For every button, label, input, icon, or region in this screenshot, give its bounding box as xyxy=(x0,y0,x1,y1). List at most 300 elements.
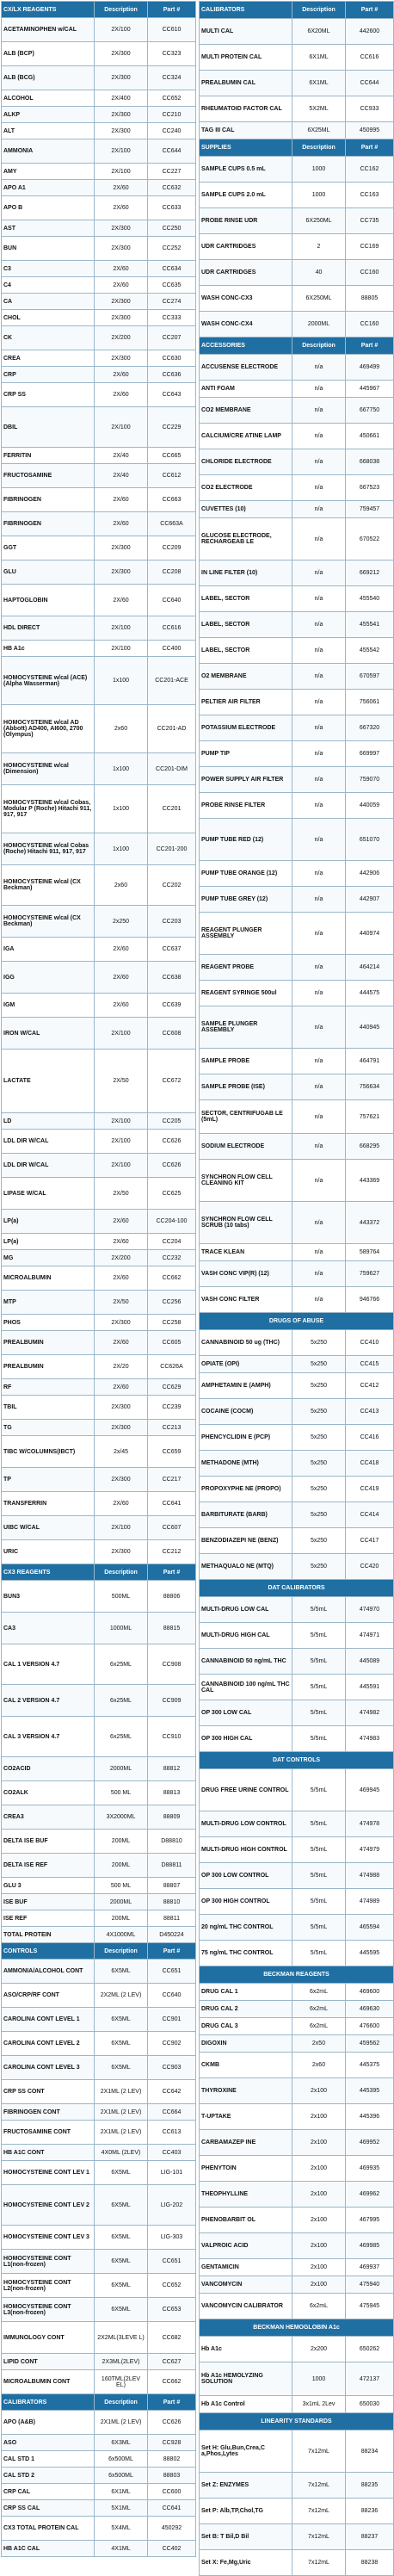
part-number: CC256 xyxy=(148,1291,196,1315)
product-name: HB A1C CONT xyxy=(2,2145,95,2161)
part-number: 445375 xyxy=(346,2053,394,2078)
table-row xyxy=(200,2259,394,2276)
table-row xyxy=(2,1355,196,1379)
product-description: 5/5mL xyxy=(292,1623,346,1649)
part-number: CC627 xyxy=(148,2354,196,2370)
product-description: n/a xyxy=(292,715,346,741)
table-row xyxy=(2,1894,196,1910)
part-number: CC909 xyxy=(148,1685,196,1717)
product-name: HOMOCYSTEINE CONT LEV 2 xyxy=(2,2185,95,2226)
product-description: 2X/100 xyxy=(95,641,148,657)
product-name: TRANSFERRIN xyxy=(2,1492,95,1516)
table-row xyxy=(200,183,394,208)
part-number: 442906 xyxy=(346,861,394,887)
product-description: 2X/100 xyxy=(95,18,148,42)
product-name: DELTA ISE REF xyxy=(2,1854,95,1878)
part-number: CC209 xyxy=(148,536,196,560)
product-description: n/a xyxy=(292,664,346,690)
table-row xyxy=(200,2035,394,2053)
product-description: 5x250 xyxy=(292,1373,346,1399)
product-description: 5x250 xyxy=(292,1554,346,1580)
table-row xyxy=(200,638,394,664)
product-name: CAL 3 VERSION 4.7 xyxy=(2,1717,95,1757)
product-description: 6x2mL xyxy=(292,2018,346,2035)
product-description: 2X/50 xyxy=(95,1291,148,1315)
product-name: SAMPLE PLUNGER ASSEMBLY xyxy=(200,1006,292,1049)
product-name: HOMOCYSTEINE CONT L3(non-frozen) xyxy=(2,2298,95,2322)
product-description: 2X/200 xyxy=(95,1250,148,1266)
part-number: CC634 xyxy=(148,261,196,277)
product-name: TG xyxy=(2,1420,95,1436)
part-number: 474989 xyxy=(346,1889,394,1915)
product-description: 5x250 xyxy=(292,1502,346,1528)
part-number: CC252 xyxy=(148,237,196,261)
product-name: ACCUSENSE ELECTRODE xyxy=(200,355,292,381)
product-name: SAMPLE CUPS 0.5 mL xyxy=(200,157,292,183)
table-row xyxy=(200,1330,394,1356)
part-number: 445396 xyxy=(346,2104,394,2130)
part-number: 88234 xyxy=(346,2430,394,2473)
column-header-description: Description xyxy=(292,139,346,157)
product-description: 6X5ML xyxy=(95,2032,148,2056)
product-description: 4X0ML (2LEV) xyxy=(95,2145,148,2161)
product-description: 6X5ML xyxy=(95,2008,148,2032)
product-description: 1x100 xyxy=(95,785,148,833)
table-row xyxy=(2,18,196,42)
product-description: 6X5ML xyxy=(95,1960,148,1984)
part-number: CC610 xyxy=(148,18,196,42)
product-description: 5x250 xyxy=(292,1477,346,1502)
part-number: 474988 xyxy=(346,1863,394,1889)
product-description: 5x250 xyxy=(292,1528,346,1554)
part-number: CC644 xyxy=(148,139,196,164)
table-row xyxy=(2,1984,196,2008)
product-description: 2X/300 xyxy=(95,1420,148,1436)
product-description: 2X/100 xyxy=(95,407,148,448)
product-name: AMY xyxy=(2,164,95,180)
part-number: 455541 xyxy=(346,612,394,638)
product-name: Set Z: ENZYMES xyxy=(200,2473,292,2499)
table-row xyxy=(200,1100,394,1134)
product-description: 2X/20 xyxy=(95,1355,148,1379)
part-number: 445395 xyxy=(346,2078,394,2104)
part-number: 88803 xyxy=(148,2468,196,2484)
part-number: 88807 xyxy=(148,1878,196,1894)
product-description: 200ML xyxy=(95,1854,148,1878)
product-description: 2X/200 xyxy=(95,326,148,350)
product-description: 2X/60 xyxy=(95,1210,148,1234)
part-number: CC625 xyxy=(148,1178,196,1210)
part-number: 474970 xyxy=(346,1597,394,1623)
table-row xyxy=(2,938,196,962)
product-description: 6x2mL xyxy=(292,1984,346,2001)
section-title: ACCESSORIES xyxy=(200,337,292,355)
product-name: PROBE RINSE UDR xyxy=(200,208,292,234)
product-name: PHENYTOIN xyxy=(200,2156,292,2182)
table-row xyxy=(2,488,196,512)
table-row xyxy=(200,2294,394,2319)
part-number: CC163 xyxy=(346,183,394,208)
product-name: UDR CARTRIDGES xyxy=(200,260,292,286)
table-row xyxy=(2,1379,196,1396)
table-row xyxy=(2,906,196,938)
product-description: n/a xyxy=(292,887,346,913)
table-row xyxy=(200,793,394,819)
part-number: 469985 xyxy=(346,2233,394,2259)
product-description: 5x250 xyxy=(292,1330,346,1356)
product-name: CUVETTES (10) xyxy=(200,501,292,518)
part-number: 445089 xyxy=(346,1649,394,1675)
product-name: CRP SS xyxy=(2,383,95,407)
product-name: BUN3 xyxy=(2,1581,95,1613)
product-name: TP xyxy=(2,1468,95,1492)
part-number: 759457 xyxy=(346,501,394,518)
product-description: 40 xyxy=(292,260,346,286)
table-row xyxy=(2,962,196,994)
part-number: CC632 xyxy=(148,180,196,196)
part-number: CC629 xyxy=(148,1379,196,1396)
table-row xyxy=(2,1210,196,1234)
part-number: 459562 xyxy=(346,2035,394,2053)
table-row xyxy=(200,1837,394,1863)
product-name: O2 MEMBRANE xyxy=(200,664,292,690)
product-name: FIBRINOGEN xyxy=(2,488,95,512)
part-number: CC933 xyxy=(346,96,394,122)
product-name: HOMOCYSTEINE w/cal (CX Beckman) xyxy=(2,865,95,906)
product-description: 2X/60 xyxy=(95,585,148,616)
product-description: 2x100 xyxy=(292,2078,346,2104)
part-number: 464214 xyxy=(346,955,394,981)
table-row xyxy=(200,19,394,45)
product-description: 5/5mL xyxy=(292,1889,346,1915)
product-name: LABEL, SECTOR xyxy=(200,612,292,638)
product-name: CREA3 xyxy=(2,1805,95,1830)
part-number: CC653 xyxy=(148,2298,196,2322)
product-description: 5/5mL xyxy=(292,1915,346,1941)
table-row xyxy=(2,2298,196,2322)
table-row xyxy=(2,407,196,448)
part-number: CC204-100 xyxy=(148,1210,196,1234)
product-name: CANNABINOID 50 ug (THC) xyxy=(200,1330,292,1356)
product-name: LP(a) xyxy=(2,1234,95,1250)
column-header-description: Description xyxy=(95,1564,148,1581)
product-description: n/a xyxy=(292,1202,346,1244)
product-description: 2x100 xyxy=(292,2259,346,2276)
product-description: 2X/60 xyxy=(95,512,148,536)
product-description: 3X2000ML xyxy=(95,1805,148,1830)
product-name: T-UPTAKE xyxy=(200,2104,292,2130)
product-name: Hb A1c Control xyxy=(200,2396,292,2413)
product-name: REAGENT PROBE xyxy=(200,955,292,981)
table-row xyxy=(200,1700,394,1726)
part-number: CC672 xyxy=(148,1050,196,1113)
product-name: IGM xyxy=(2,994,95,1018)
product-name: C4 xyxy=(2,277,95,294)
table-row xyxy=(2,2541,196,2557)
product-name: LABEL, SECTOR xyxy=(200,638,292,664)
part-number: 469962 xyxy=(346,2182,394,2208)
part-number: CC638 xyxy=(148,962,196,994)
part-number: CC616 xyxy=(346,45,394,71)
part-number: CC682 xyxy=(148,2322,196,2354)
table-row xyxy=(200,1074,394,1100)
table-row xyxy=(200,2430,394,2473)
product-name: ALKP xyxy=(2,107,95,123)
product-description: 1000ML xyxy=(95,1613,148,1644)
part-number: CC250 xyxy=(148,220,196,237)
product-name: PHOS xyxy=(2,1315,95,1331)
table-row xyxy=(200,501,394,518)
product-name: CHLORIDE ELECTRODE xyxy=(200,449,292,475)
product-name: TIBC W/COLUMNS(IBCT) xyxy=(2,1436,95,1468)
product-description: 6x25ML xyxy=(95,1685,148,1717)
product-description: 2x/45 xyxy=(95,1436,148,1468)
table-row xyxy=(2,1613,196,1644)
product-name: FRUCTOSAMINE xyxy=(2,464,95,488)
product-name: HOMOCYSTEINE w/cal (Dimension) xyxy=(2,753,95,785)
part-number: 465594 xyxy=(346,1915,394,1941)
part-number: CC608 xyxy=(148,1018,196,1050)
product-description: 7x12mL xyxy=(292,2550,346,2576)
part-number: 88809 xyxy=(148,1805,196,1830)
part-number: CC160 xyxy=(346,260,394,286)
section-header xyxy=(200,1752,394,1769)
product-name: CO2ALK xyxy=(2,1781,95,1805)
table-row xyxy=(2,2145,196,2161)
product-name: GENTAMICIN xyxy=(200,2259,292,2276)
table-row xyxy=(2,277,196,294)
product-name: CK xyxy=(2,326,95,350)
part-number: CC414 xyxy=(346,1502,394,1528)
product-name: BUN xyxy=(2,237,95,261)
product-description: 2x200 xyxy=(292,2337,346,2362)
table-row xyxy=(2,641,196,657)
part-number: CC201-ACE xyxy=(148,657,196,705)
part-number: 475945 xyxy=(346,2294,394,2319)
part-number: 759070 xyxy=(346,767,394,793)
table-row xyxy=(200,767,394,793)
table-row xyxy=(2,616,196,641)
product-description: 2X/100 xyxy=(95,164,148,180)
product-name: VANCOMYCIN xyxy=(200,2276,292,2294)
part-number: CC735 xyxy=(346,208,394,234)
part-number: CC420 xyxy=(346,1554,394,1580)
product-description: 2x100 xyxy=(292,2156,346,2182)
part-number: CC616 xyxy=(148,616,196,641)
product-description: 5x250 xyxy=(292,1399,346,1425)
part-number: CC258 xyxy=(148,1315,196,1331)
part-number: CC643 xyxy=(148,383,196,407)
product-name: THEOPHYLLINE xyxy=(200,2182,292,2208)
product-name: HOMOCYSTEINE w/cal (CX Beckman) xyxy=(2,906,95,938)
table-row xyxy=(200,1373,394,1399)
table-row xyxy=(200,1399,394,1425)
part-number: 450661 xyxy=(346,424,394,449)
table-row xyxy=(2,585,196,616)
table-row xyxy=(200,2018,394,2035)
product-name: CRP SS CAL xyxy=(2,2500,95,2517)
product-name: CAL 2 VERSION 4.7 xyxy=(2,1685,95,1717)
table-row xyxy=(2,512,196,536)
table-row xyxy=(2,2370,196,2394)
part-number: D88811 xyxy=(148,1854,196,1878)
column-header-description: Description xyxy=(95,2,148,18)
table-row xyxy=(2,1050,196,1113)
part-number: 88237 xyxy=(346,2524,394,2550)
product-description: n/a xyxy=(292,1261,346,1287)
part-number: 469952 xyxy=(346,2130,394,2156)
product-description: 6X25ML xyxy=(292,122,346,139)
part-number: 443372 xyxy=(346,1202,394,1244)
part-number: 476600 xyxy=(346,2018,394,2035)
table-row xyxy=(200,1889,394,1915)
table-row xyxy=(200,122,394,139)
product-name: CANNABINOID 50 ng/mL THC xyxy=(200,1649,292,1675)
table-row xyxy=(2,657,196,705)
table-row xyxy=(2,2435,196,2451)
part-number: 467995 xyxy=(346,2208,394,2233)
part-number: 668038 xyxy=(346,449,394,475)
table-row xyxy=(2,107,196,123)
table-row xyxy=(2,464,196,488)
product-description: 5x250 xyxy=(292,1425,346,1451)
table-row xyxy=(200,1649,394,1675)
section-title: CALIBRATORS xyxy=(2,2394,95,2411)
table-row xyxy=(2,1178,196,1210)
product-description: 2x100 xyxy=(292,2104,346,2130)
table-row xyxy=(2,2354,196,2370)
product-name: Set X: Fe,Mg,Uric xyxy=(200,2550,292,2576)
part-number: CC662 xyxy=(148,1266,196,1291)
product-description: 160TML(2LEV EL) xyxy=(95,2370,148,2394)
part-number: CC415 xyxy=(346,1356,394,1373)
table-row xyxy=(200,1941,394,1966)
table-row xyxy=(200,664,394,690)
product-name: OP 300 HIGH CAL xyxy=(200,1726,292,1752)
table-row xyxy=(2,237,196,261)
product-name: FIBRINOGEN CONT xyxy=(2,2104,95,2121)
part-number: CC324 xyxy=(148,66,196,90)
section-header xyxy=(200,2413,394,2430)
part-number: CC652 xyxy=(148,2274,196,2298)
part-number: 442600 xyxy=(346,19,394,45)
part-number: 450995 xyxy=(346,122,394,139)
product-name: IGA xyxy=(2,938,95,962)
product-description: n/a xyxy=(292,424,346,449)
product-name: HOMOCYSTEINE w/cal AD (Abbott) AD400, AI600, 2700 (Olympus) xyxy=(2,705,95,753)
part-number: CC418 xyxy=(346,1451,394,1477)
section-title: CX/LX REAGENTS xyxy=(2,2,95,18)
table-row xyxy=(2,2185,196,2226)
part-number: CC903 xyxy=(148,2056,196,2080)
table-row xyxy=(2,753,196,785)
table-row xyxy=(2,1436,196,1468)
product-description: 5/5mL xyxy=(292,1941,346,1966)
table-row xyxy=(200,157,394,183)
table-row xyxy=(2,42,196,66)
table-row xyxy=(200,612,394,638)
product-name: ISE REF xyxy=(2,1910,95,1927)
product-name: FRUCTOSAMINE CONT xyxy=(2,2121,95,2145)
table-row xyxy=(200,715,394,741)
product-description: 2X/300 xyxy=(95,66,148,90)
section-title: CX3 REAGENTS xyxy=(2,1564,95,1581)
column-header-part: Part # xyxy=(148,2394,196,2411)
product-name: AMPHETAMIN E (AMPH) xyxy=(200,1373,292,1399)
column-header-part: Part # xyxy=(346,337,394,355)
product-description: 2X/300 xyxy=(95,560,148,585)
product-description: 2x60 xyxy=(292,2053,346,2078)
table-row xyxy=(2,833,196,865)
product-name: CO2ACID xyxy=(2,1757,95,1781)
section-header xyxy=(200,337,394,355)
product-name: PELTIER AIR FILTER xyxy=(200,690,292,715)
table-row xyxy=(2,196,196,220)
table-row xyxy=(200,1287,394,1313)
product-name: SAMPLE CUPS 2.0 mL xyxy=(200,183,292,208)
table-row xyxy=(200,2001,394,2018)
part-number: 464791 xyxy=(346,1049,394,1074)
section-header xyxy=(200,2,394,19)
product-name: LIPID CONT xyxy=(2,2354,95,2370)
product-name: MICROALBUMIN xyxy=(2,1266,95,1291)
table-row xyxy=(2,1154,196,1178)
table-row xyxy=(2,1581,196,1613)
table-row xyxy=(200,1528,394,1554)
table-row xyxy=(200,1811,394,1837)
product-name: MULTI-DRUG LOW CONTROL xyxy=(200,1811,292,1837)
part-number: CC663 xyxy=(148,488,196,512)
product-description: 2X/300 xyxy=(95,294,148,310)
section-header xyxy=(2,2394,196,2411)
part-number: 88238 xyxy=(346,2550,394,2576)
product-description: 2X1ML (2 LEV) xyxy=(95,2080,148,2104)
product-name: ACETAMINOPHEN w/CAL xyxy=(2,18,95,42)
part-number: 88815 xyxy=(148,1613,196,1644)
product-description: 2X/300 xyxy=(95,42,148,66)
part-number: 442907 xyxy=(346,887,394,913)
product-name: VASH CONC VIP(R) (12) xyxy=(200,1261,292,1287)
part-number: CC207 xyxy=(148,326,196,350)
table-row xyxy=(2,220,196,237)
part-number: 450292 xyxy=(148,2517,196,2541)
part-number: CC217 xyxy=(148,1468,196,1492)
table-row xyxy=(2,180,196,196)
product-name: PROBE RINSE FILTER xyxy=(200,793,292,819)
product-name: GGT xyxy=(2,536,95,560)
product-description: n/a xyxy=(292,767,346,793)
table-row xyxy=(2,2468,196,2484)
table-row xyxy=(200,2276,394,2294)
product-description: 2x50 xyxy=(292,2035,346,2053)
table-row xyxy=(2,2056,196,2080)
product-description: 2X/300 xyxy=(95,310,148,326)
table-row xyxy=(2,1685,196,1717)
product-description: 6X5ML xyxy=(95,2185,148,2226)
product-name: REAGENT PLUNGER ASSEMBLY xyxy=(200,913,292,955)
part-number: CC201-AD xyxy=(148,705,196,753)
table-row xyxy=(2,261,196,277)
product-name: ALB (BCP) xyxy=(2,42,95,66)
product-name: HOMOCYSTEINE w/cal Cobas (Roche) Hitachi 911, 917, 917 xyxy=(2,833,95,865)
product-name: DBIL xyxy=(2,407,95,448)
product-description: 5/5mL xyxy=(292,1597,346,1623)
product-name: GLU 3 xyxy=(2,1878,95,1894)
product-name: ALT xyxy=(2,123,95,139)
product-name: HB A1C CAL xyxy=(2,2541,95,2557)
section-header xyxy=(2,1943,196,1960)
part-number: CC641 xyxy=(148,2500,196,2517)
